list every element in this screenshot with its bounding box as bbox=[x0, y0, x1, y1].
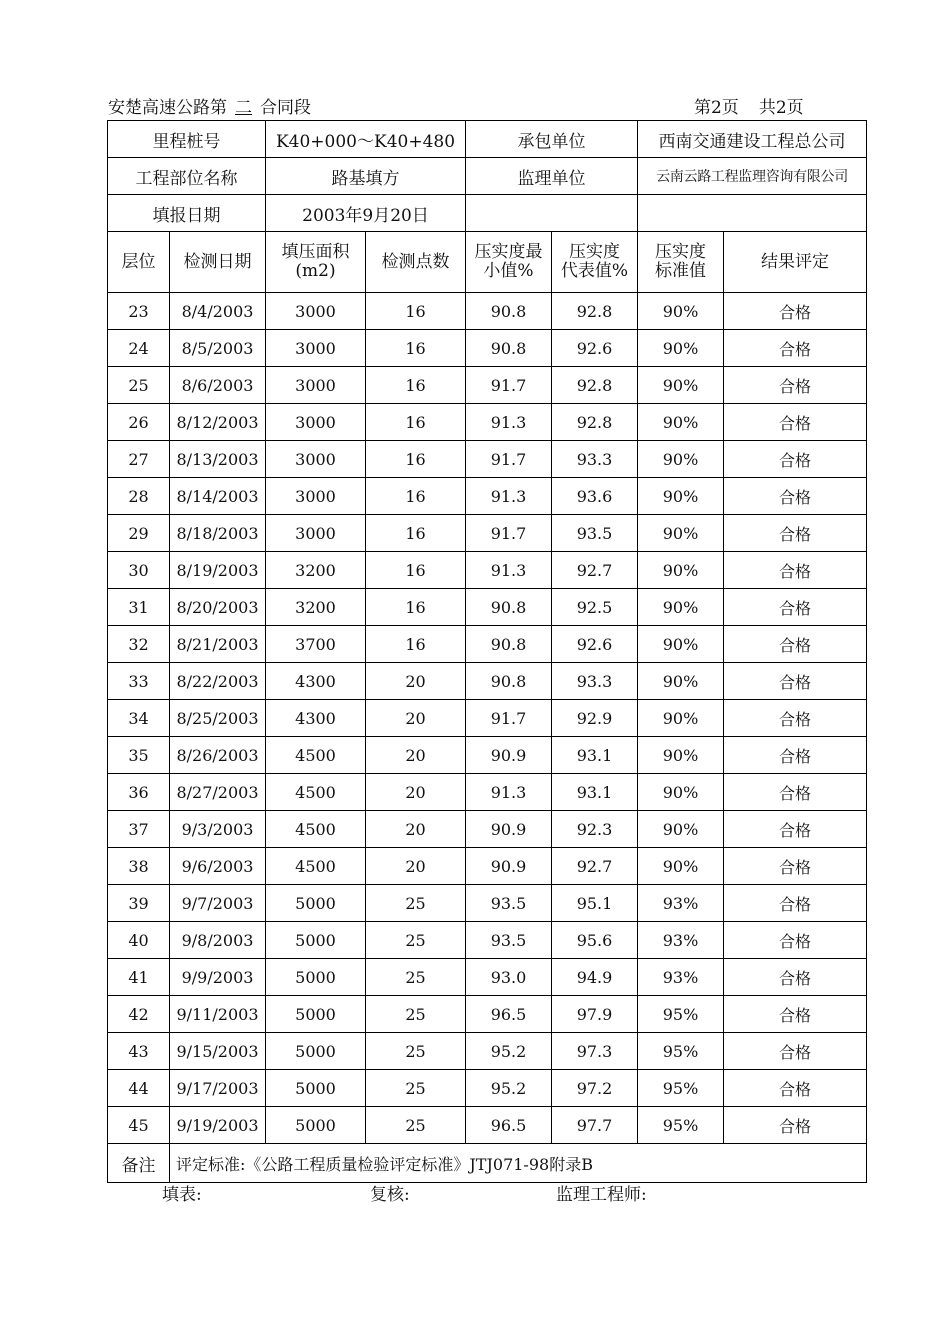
cell-points: 16 bbox=[366, 441, 466, 478]
cell-result: 合格 bbox=[724, 293, 867, 330]
cell-rep: 92.6 bbox=[552, 626, 638, 663]
cell-rep: 92.8 bbox=[552, 404, 638, 441]
table-row bbox=[108, 996, 867, 1033]
cell-date: 9/9/2003 bbox=[170, 959, 266, 996]
cell-std: 90% bbox=[638, 589, 724, 626]
cell-std: 90% bbox=[638, 367, 724, 404]
table-row bbox=[108, 885, 867, 922]
cell-layer: 27 bbox=[108, 441, 170, 478]
cell-rep: 92.8 bbox=[552, 293, 638, 330]
cell-min: 90.8 bbox=[466, 589, 552, 626]
cell-date: 8/6/2003 bbox=[170, 367, 266, 404]
cell-min: 91.7 bbox=[466, 367, 552, 404]
table-row bbox=[108, 959, 867, 996]
cell-points: 16 bbox=[366, 404, 466, 441]
table-row bbox=[108, 1033, 867, 1070]
cell-result: 合格 bbox=[724, 663, 867, 700]
col-min-header-line1: 压实度最 bbox=[474, 242, 543, 262]
mileage-value: K40+000～K40+480 bbox=[266, 121, 466, 158]
contractor-value: 西南交通建设工程总公司 bbox=[638, 121, 867, 158]
cell-layer: 39 bbox=[108, 885, 170, 922]
cell-points: 25 bbox=[366, 1107, 466, 1144]
col-std-header-line1: 压实度 bbox=[655, 242, 706, 262]
cell-points: 16 bbox=[366, 626, 466, 663]
cell-rep: 93.3 bbox=[552, 441, 638, 478]
table-row bbox=[108, 589, 867, 626]
cell-rep: 92.3 bbox=[552, 811, 638, 848]
page-number bbox=[694, 93, 824, 118]
cell-points: 16 bbox=[366, 552, 466, 589]
cell-layer: 41 bbox=[108, 959, 170, 996]
contractor-label: 承包单位 bbox=[466, 121, 638, 158]
cell-points: 20 bbox=[366, 700, 466, 737]
cell-points: 20 bbox=[366, 848, 466, 885]
cell-area: 4500 bbox=[266, 737, 366, 774]
table-row bbox=[108, 922, 867, 959]
cell-rep: 92.7 bbox=[552, 552, 638, 589]
cell-points: 16 bbox=[366, 293, 466, 330]
table-row bbox=[108, 663, 867, 700]
cell-rep: 93.3 bbox=[552, 663, 638, 700]
cell-date: 8/27/2003 bbox=[170, 774, 266, 811]
table-row bbox=[108, 293, 867, 330]
cell-std: 93% bbox=[638, 922, 724, 959]
cell-area: 5000 bbox=[266, 922, 366, 959]
col-rep-header-line2: 代表值% bbox=[560, 261, 629, 281]
cell-date: 9/15/2003 bbox=[170, 1033, 266, 1070]
cell-points: 16 bbox=[366, 367, 466, 404]
cell-area: 3000 bbox=[266, 478, 366, 515]
cell-layer: 35 bbox=[108, 737, 170, 774]
cell-date: 9/3/2003 bbox=[170, 811, 266, 848]
cell-area: 3000 bbox=[266, 441, 366, 478]
cell-std: 90% bbox=[638, 552, 724, 589]
cell-min: 95.2 bbox=[466, 1033, 552, 1070]
cell-points: 16 bbox=[366, 515, 466, 552]
cell-points: 20 bbox=[366, 663, 466, 700]
date-label: 填报日期 bbox=[108, 195, 266, 232]
cell-min: 90.9 bbox=[466, 848, 552, 885]
cell-rep: 92.6 bbox=[552, 330, 638, 367]
col-area-header bbox=[266, 232, 366, 293]
col-min-header bbox=[466, 232, 552, 293]
cell-result: 合格 bbox=[724, 737, 867, 774]
cell-std: 90% bbox=[638, 663, 724, 700]
cell-min: 96.5 bbox=[466, 996, 552, 1033]
col-std-header-line2: 标准值 bbox=[655, 261, 706, 281]
cell-min: 91.7 bbox=[466, 515, 552, 552]
cell-area: 5000 bbox=[266, 996, 366, 1033]
cell-area: 3200 bbox=[266, 552, 366, 589]
cell-std: 90% bbox=[638, 478, 724, 515]
cell-rep: 92.7 bbox=[552, 848, 638, 885]
cell-area: 5000 bbox=[266, 885, 366, 922]
cell-min: 90.8 bbox=[466, 293, 552, 330]
cell-date: 9/17/2003 bbox=[170, 1070, 266, 1107]
compaction-report-table bbox=[107, 120, 867, 1183]
table-row bbox=[108, 811, 867, 848]
cell-area: 4500 bbox=[266, 848, 366, 885]
cell-layer: 45 bbox=[108, 1107, 170, 1144]
cell-points: 25 bbox=[366, 1070, 466, 1107]
cell-area: 3000 bbox=[266, 293, 366, 330]
cell-std: 90% bbox=[638, 441, 724, 478]
project-suffix: 合同段 bbox=[260, 98, 311, 118]
cell-std: 95% bbox=[638, 1070, 724, 1107]
cell-std: 90% bbox=[638, 700, 724, 737]
cell-min: 91.7 bbox=[466, 700, 552, 737]
cell-date: 8/12/2003 bbox=[170, 404, 266, 441]
col-area-header-line1: 填压面积 bbox=[281, 242, 350, 262]
col-area-header-line2: (m2) bbox=[295, 261, 336, 281]
cell-layer: 33 bbox=[108, 663, 170, 700]
table-row bbox=[108, 330, 867, 367]
cell-area: 5000 bbox=[266, 1107, 366, 1144]
cell-area: 3000 bbox=[266, 330, 366, 367]
cell-area: 4300 bbox=[266, 663, 366, 700]
cell-date: 8/18/2003 bbox=[170, 515, 266, 552]
cell-result: 合格 bbox=[724, 959, 867, 996]
cell-rep: 93.1 bbox=[552, 774, 638, 811]
cell-date: 8/5/2003 bbox=[170, 330, 266, 367]
col-rep-header bbox=[552, 232, 638, 293]
page-total: 共2页 bbox=[758, 98, 804, 118]
cell-area: 4500 bbox=[266, 811, 366, 848]
cell-rep: 95.6 bbox=[552, 922, 638, 959]
col-date-header: 检测日期 bbox=[170, 232, 266, 293]
cell-layer: 24 bbox=[108, 330, 170, 367]
cell-date: 9/11/2003 bbox=[170, 996, 266, 1033]
cell-rep: 97.3 bbox=[552, 1033, 638, 1070]
cell-result: 合格 bbox=[724, 552, 867, 589]
cell-std: 93% bbox=[638, 959, 724, 996]
cell-result: 合格 bbox=[724, 515, 867, 552]
cell-date: 9/7/2003 bbox=[170, 885, 266, 922]
cell-result: 合格 bbox=[724, 885, 867, 922]
page-current: 第2页 bbox=[694, 98, 739, 118]
cell-result: 合格 bbox=[724, 478, 867, 515]
page-header bbox=[108, 93, 866, 119]
cell-date: 8/26/2003 bbox=[170, 737, 266, 774]
cell-points: 25 bbox=[366, 959, 466, 996]
cell-min: 93.0 bbox=[466, 959, 552, 996]
cell-area: 3000 bbox=[266, 367, 366, 404]
cell-layer: 38 bbox=[108, 848, 170, 885]
cell-std: 90% bbox=[638, 774, 724, 811]
cell-std: 95% bbox=[638, 1107, 724, 1144]
cell-std: 90% bbox=[638, 404, 724, 441]
table-row bbox=[108, 552, 867, 589]
cell-area: 5000 bbox=[266, 1033, 366, 1070]
cell-area: 3000 bbox=[266, 515, 366, 552]
cell-date: 8/14/2003 bbox=[170, 478, 266, 515]
cell-result: 合格 bbox=[724, 1107, 867, 1144]
cell-result: 合格 bbox=[724, 811, 867, 848]
cell-rep: 97.9 bbox=[552, 996, 638, 1033]
cell-layer: 34 bbox=[108, 700, 170, 737]
cell-points: 16 bbox=[366, 478, 466, 515]
cell-std: 90% bbox=[638, 848, 724, 885]
cell-date: 8/20/2003 bbox=[170, 589, 266, 626]
cell-layer: 23 bbox=[108, 293, 170, 330]
cell-layer: 43 bbox=[108, 1033, 170, 1070]
supervisor-value: 云南云路工程监理咨询有限公司 bbox=[638, 158, 867, 195]
cell-min: 90.8 bbox=[466, 330, 552, 367]
cell-min: 91.3 bbox=[466, 404, 552, 441]
cell-layer: 26 bbox=[108, 404, 170, 441]
cell-min: 93.5 bbox=[466, 922, 552, 959]
part-value: 路基填方 bbox=[266, 158, 466, 195]
cell-area: 3200 bbox=[266, 589, 366, 626]
cell-min: 90.9 bbox=[466, 737, 552, 774]
col-rep-header-line1: 压实度 bbox=[569, 242, 620, 262]
cell-min: 90.8 bbox=[466, 626, 552, 663]
cell-result: 合格 bbox=[724, 1070, 867, 1107]
project-prefix: 安楚高速公路第 bbox=[108, 98, 227, 118]
cell-date: 8/13/2003 bbox=[170, 441, 266, 478]
cell-points: 25 bbox=[366, 922, 466, 959]
cell-result: 合格 bbox=[724, 700, 867, 737]
col-points-header: 检测点数 bbox=[366, 232, 466, 293]
cell-date: 9/8/2003 bbox=[170, 922, 266, 959]
cell-points: 25 bbox=[366, 885, 466, 922]
cell-result: 合格 bbox=[724, 848, 867, 885]
cell-min: 93.5 bbox=[466, 885, 552, 922]
contract-number: 二 bbox=[235, 98, 252, 118]
cell-rep: 93.1 bbox=[552, 737, 638, 774]
cell-result: 合格 bbox=[724, 774, 867, 811]
note-row bbox=[108, 1144, 867, 1183]
table-row bbox=[108, 404, 867, 441]
cell-points: 16 bbox=[366, 330, 466, 367]
cell-layer: 40 bbox=[108, 922, 170, 959]
cell-points: 20 bbox=[366, 774, 466, 811]
cell-points: 25 bbox=[366, 996, 466, 1033]
reviewed-by-label: 复核: bbox=[370, 1185, 410, 1205]
cell-rep: 94.9 bbox=[552, 959, 638, 996]
col-min-header-line2: 小值% bbox=[483, 261, 534, 281]
cell-points: 16 bbox=[366, 589, 466, 626]
cell-std: 90% bbox=[638, 626, 724, 663]
table-row bbox=[108, 848, 867, 885]
cell-date: 8/19/2003 bbox=[170, 552, 266, 589]
project-title bbox=[108, 93, 311, 118]
mileage-label: 里程桩号 bbox=[108, 121, 266, 158]
supervisor-label: 监理单位 bbox=[466, 158, 638, 195]
cell-layer: 30 bbox=[108, 552, 170, 589]
cell-rep: 93.6 bbox=[552, 478, 638, 515]
cell-rep: 92.9 bbox=[552, 700, 638, 737]
cell-min: 95.2 bbox=[466, 1070, 552, 1107]
cell-layer: 31 bbox=[108, 589, 170, 626]
cell-min: 90.9 bbox=[466, 811, 552, 848]
table-row bbox=[108, 737, 867, 774]
cell-points: 25 bbox=[366, 1033, 466, 1070]
col-layer-header: 层位 bbox=[108, 232, 170, 293]
cell-points: 20 bbox=[366, 811, 466, 848]
cell-date: 8/22/2003 bbox=[170, 663, 266, 700]
cell-date: 9/19/2003 bbox=[170, 1107, 266, 1144]
cell-date: 8/4/2003 bbox=[170, 293, 266, 330]
empty-cell bbox=[466, 195, 638, 232]
part-label: 工程部位名称 bbox=[108, 158, 266, 195]
cell-min: 91.3 bbox=[466, 478, 552, 515]
cell-rep: 92.5 bbox=[552, 589, 638, 626]
cell-std: 90% bbox=[638, 811, 724, 848]
cell-layer: 37 bbox=[108, 811, 170, 848]
cell-rep: 95.1 bbox=[552, 885, 638, 922]
cell-rep: 92.8 bbox=[552, 367, 638, 404]
cell-area: 5000 bbox=[266, 959, 366, 996]
cell-result: 合格 bbox=[724, 996, 867, 1033]
cell-min: 91.3 bbox=[466, 552, 552, 589]
cell-result: 合格 bbox=[724, 1033, 867, 1070]
cell-result: 合格 bbox=[724, 626, 867, 663]
cell-std: 90% bbox=[638, 515, 724, 552]
engineer-label: 监理工程师: bbox=[556, 1185, 647, 1205]
cell-rep: 97.7 bbox=[552, 1107, 638, 1144]
cell-min: 96.5 bbox=[466, 1107, 552, 1144]
cell-points: 20 bbox=[366, 737, 466, 774]
date-value: 2003年9月20日 bbox=[266, 195, 466, 232]
cell-std: 90% bbox=[638, 737, 724, 774]
table-row bbox=[108, 367, 867, 404]
cell-result: 合格 bbox=[724, 367, 867, 404]
cell-std: 90% bbox=[638, 293, 724, 330]
cell-layer: 44 bbox=[108, 1070, 170, 1107]
info-row-part bbox=[108, 158, 867, 195]
info-row-date bbox=[108, 195, 867, 232]
cell-std: 95% bbox=[638, 1033, 724, 1070]
cell-area: 5000 bbox=[266, 1070, 366, 1107]
cell-min: 91.7 bbox=[466, 441, 552, 478]
table-row bbox=[108, 1107, 867, 1144]
cell-min: 91.3 bbox=[466, 774, 552, 811]
table-row bbox=[108, 774, 867, 811]
cell-result: 合格 bbox=[724, 922, 867, 959]
empty-cell bbox=[638, 195, 867, 232]
info-row-mileage bbox=[108, 121, 867, 158]
filled-by-label: 填表: bbox=[162, 1185, 202, 1205]
cell-date: 8/21/2003 bbox=[170, 626, 266, 663]
signature-line bbox=[108, 1180, 866, 1206]
cell-rep: 97.2 bbox=[552, 1070, 638, 1107]
cell-std: 90% bbox=[638, 330, 724, 367]
cell-area: 3700 bbox=[266, 626, 366, 663]
column-header-row bbox=[108, 232, 867, 293]
cell-std: 93% bbox=[638, 885, 724, 922]
col-result-header: 结果评定 bbox=[724, 232, 867, 293]
table-row bbox=[108, 1070, 867, 1107]
cell-min: 90.8 bbox=[466, 663, 552, 700]
table-row bbox=[108, 515, 867, 552]
cell-layer: 25 bbox=[108, 367, 170, 404]
cell-rep: 93.5 bbox=[552, 515, 638, 552]
cell-area: 4300 bbox=[266, 700, 366, 737]
col-std-header bbox=[638, 232, 724, 293]
cell-result: 合格 bbox=[724, 589, 867, 626]
cell-date: 9/6/2003 bbox=[170, 848, 266, 885]
cell-layer: 42 bbox=[108, 996, 170, 1033]
note-label: 备注 bbox=[108, 1144, 170, 1183]
table-row bbox=[108, 478, 867, 515]
cell-result: 合格 bbox=[724, 404, 867, 441]
table-row bbox=[108, 626, 867, 663]
note-text: 评定标准:《公路工程质量检验评定标准》JTJ071-98附录B bbox=[170, 1144, 867, 1183]
cell-layer: 28 bbox=[108, 478, 170, 515]
cell-std: 95% bbox=[638, 996, 724, 1033]
cell-date: 8/25/2003 bbox=[170, 700, 266, 737]
cell-layer: 29 bbox=[108, 515, 170, 552]
cell-result: 合格 bbox=[724, 330, 867, 367]
table-row bbox=[108, 700, 867, 737]
cell-area: 4500 bbox=[266, 774, 366, 811]
table-row bbox=[108, 441, 867, 478]
cell-layer: 32 bbox=[108, 626, 170, 663]
cell-layer: 36 bbox=[108, 774, 170, 811]
cell-area: 3000 bbox=[266, 404, 366, 441]
cell-result: 合格 bbox=[724, 441, 867, 478]
